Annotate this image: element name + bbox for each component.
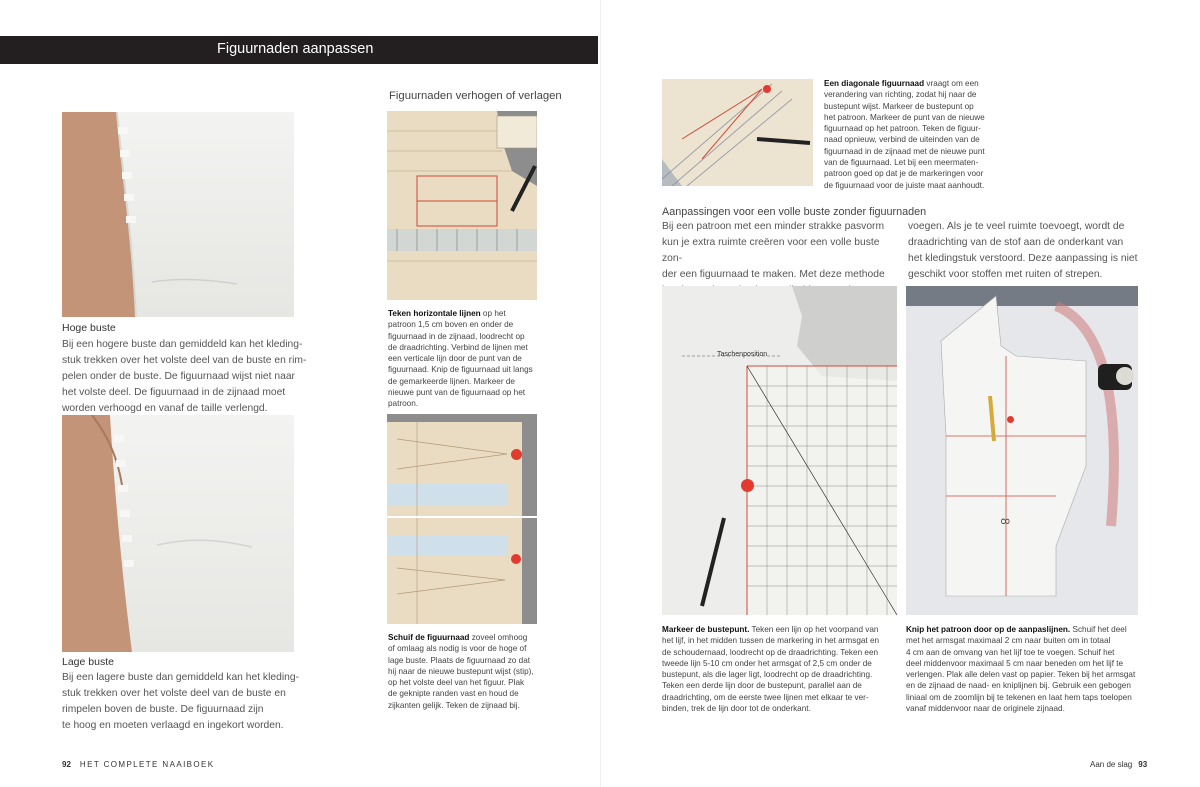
spread-gutter [600,0,601,787]
move-dart-2-illustration [387,518,537,624]
full-bust-heading: Aanpassingen voor een volle buste zonder figuurnaden [662,206,927,218]
mark-bustpoint-text: Markeer de bustepunt. Teken een lijn op het voorpand van het lijf, in het midden tussen de markering in het armsgat en de schoudernaad, loodrecht op de draadrichting. Teken een tweede lijn 5-10 cm onder het armsgat of 2,5 cm onder de bustepunt, als die lager ligt, loodrecht op de draadrichting. Teken een derde lijn door de bustepunt, parallel aan de draadrichting, om de eerste twee lijnen met elkaar te ver- binden, trek de lijn door tot de onderkant. [662,625,880,714]
photo-draw-lines [387,111,537,300]
section-name: Aan de slag [1090,760,1133,769]
banner-title: Figuurnaden aanpassen [217,41,374,57]
draw-lines-illustration [387,111,537,300]
middle-heading: Figuurnaden verhogen of verlagen [389,90,562,102]
chapter-banner [0,36,598,64]
bustpoint-marker-dot [741,479,754,492]
bust-point-dot [511,449,522,460]
full-bust-text-col1: Bij een patroon met een minder strakke pasvorm kun je extra ruimte creëren voor een volle buste zon- der een figuurnaad te maken. Met deze methode [662,221,885,280]
photo-cut-pattern [906,286,1138,615]
step2-text: Schuif de figuurnaad zoveel omhoog of omlaag als nodig is voor de hoge of lage buste. Plaats de figuurnaad zo dat hij naar de nieuwe bustepunt wijst (stip), op het volste deel van het figuur. Plak de geknipte randen vast en houd de zijkanten gelijk. Teken de zijnaad bij. [388,633,534,710]
page-number-right: 93 [1138,760,1148,769]
taschenposition-label: Taschenposition [717,351,768,358]
folio-left [62,760,215,769]
photo-mark-bustpoint [662,286,897,615]
diagonal-bust-dot [763,85,771,93]
photo-low-bust [62,415,294,652]
diagonal-dart-illustration [662,79,813,186]
low-bust-illustration [62,415,294,652]
photo-high-bust [62,112,294,317]
high-bust-text: Bij een hogere buste dan gemiddeld kan het kleding- stuk trekken over het volste deel van de buste en rim- pelen onder de buste. De figuurnaad wijst niet naar het volste deel. De figuurnaad in de zijnaad moet worden verhoogd en vanaf de taille verlengd. [62,339,307,414]
page-number-left: 92 [62,760,71,769]
photo-move-dart-2 [387,518,537,624]
cut-pattern-text: Knip het patroon door op de aanpaslijnen. Schuif het deel met het armsgat maximaal 2 cm naar buiten om in totaal 4 cm aan de omvang van het lijf toe te voegen. Schuif het deel middenvoor maximaal 5 cm naar beneden om het lijf te verlengen. Plak alle delen vast op papier. Teken bij het armsgat en de zijnaad de naad- en kniplijnen bij. Gebruik een gebogen liniaal om de zoomlijn bij te tekenen en laat hem taps toelopen vanaf middenvoor naar de originele zijnaad. [906,625,1136,714]
cut-bust-dot [1007,416,1014,423]
folio-right [1090,760,1156,769]
diagonal-text: Een diagonale figuurnaad vraagt om een verandering van richting, zodat hij naar de bustepunt wijst. Markeer de bustepunt op het patroon. Markeer de punt van de nieuwe figuurnaad op het patroon. Teken de figuur- naad opnieuw, verbind de uiteinden van de figuurnaad in de zijnaad met de nieuwe punt van de figuurnaad. Let bij een meermaten- patroon goed op dat je de markeringen voor de figuurnaad voor de juiste maat aanhoudt. [824,79,985,190]
new-bust-point-dot [511,554,521,564]
mark-bustpoint-illustration [662,286,897,615]
high-bust-illustration [62,112,294,317]
low-bust-text: Bij een lagere buste dan gemiddeld kan het kleding- stuk trekken over het volste deel van de buste en rimpelen boven de buste. De figuurnaad zijn te hoog en moeten verlaagd en ingekort worden. [62,672,299,731]
cut-pattern-illustration [906,286,1138,615]
book-title: HET COMPLETE NAAIBOEK [79,760,215,769]
full-bust-text-col2: voegen. Als je te veel ruimte toevoegt, wordt de draadrichting van de stof aan de onderkant van het kledingstuk verstoord. Deze aanpassing is niet geschikt voor stoffen met ruiten of strepen. [908,221,1138,280]
move-dart-1-illustration [387,414,537,516]
low-bust-title: Lage buste [62,656,114,668]
svg-text:8: 8 [998,518,1012,525]
photo-move-dart-1 [387,414,537,516]
photo-diagonal-dart [662,79,813,186]
step1-text: Teken horizontale lijnen op het patroon 1,5 cm boven en onder de figuurnaad in de zijnaad, loodrecht op de draadrichting. Verbind de lijnen met een verticale lijn door de punt van de figuurnaad. Knip de figuurnaad uit langs de gemarkeerde lijnen. Markeer de nieuwe punt van de figuurnaad op het patroon. [388,309,533,409]
high-bust-title: Hoge buste [62,322,116,334]
